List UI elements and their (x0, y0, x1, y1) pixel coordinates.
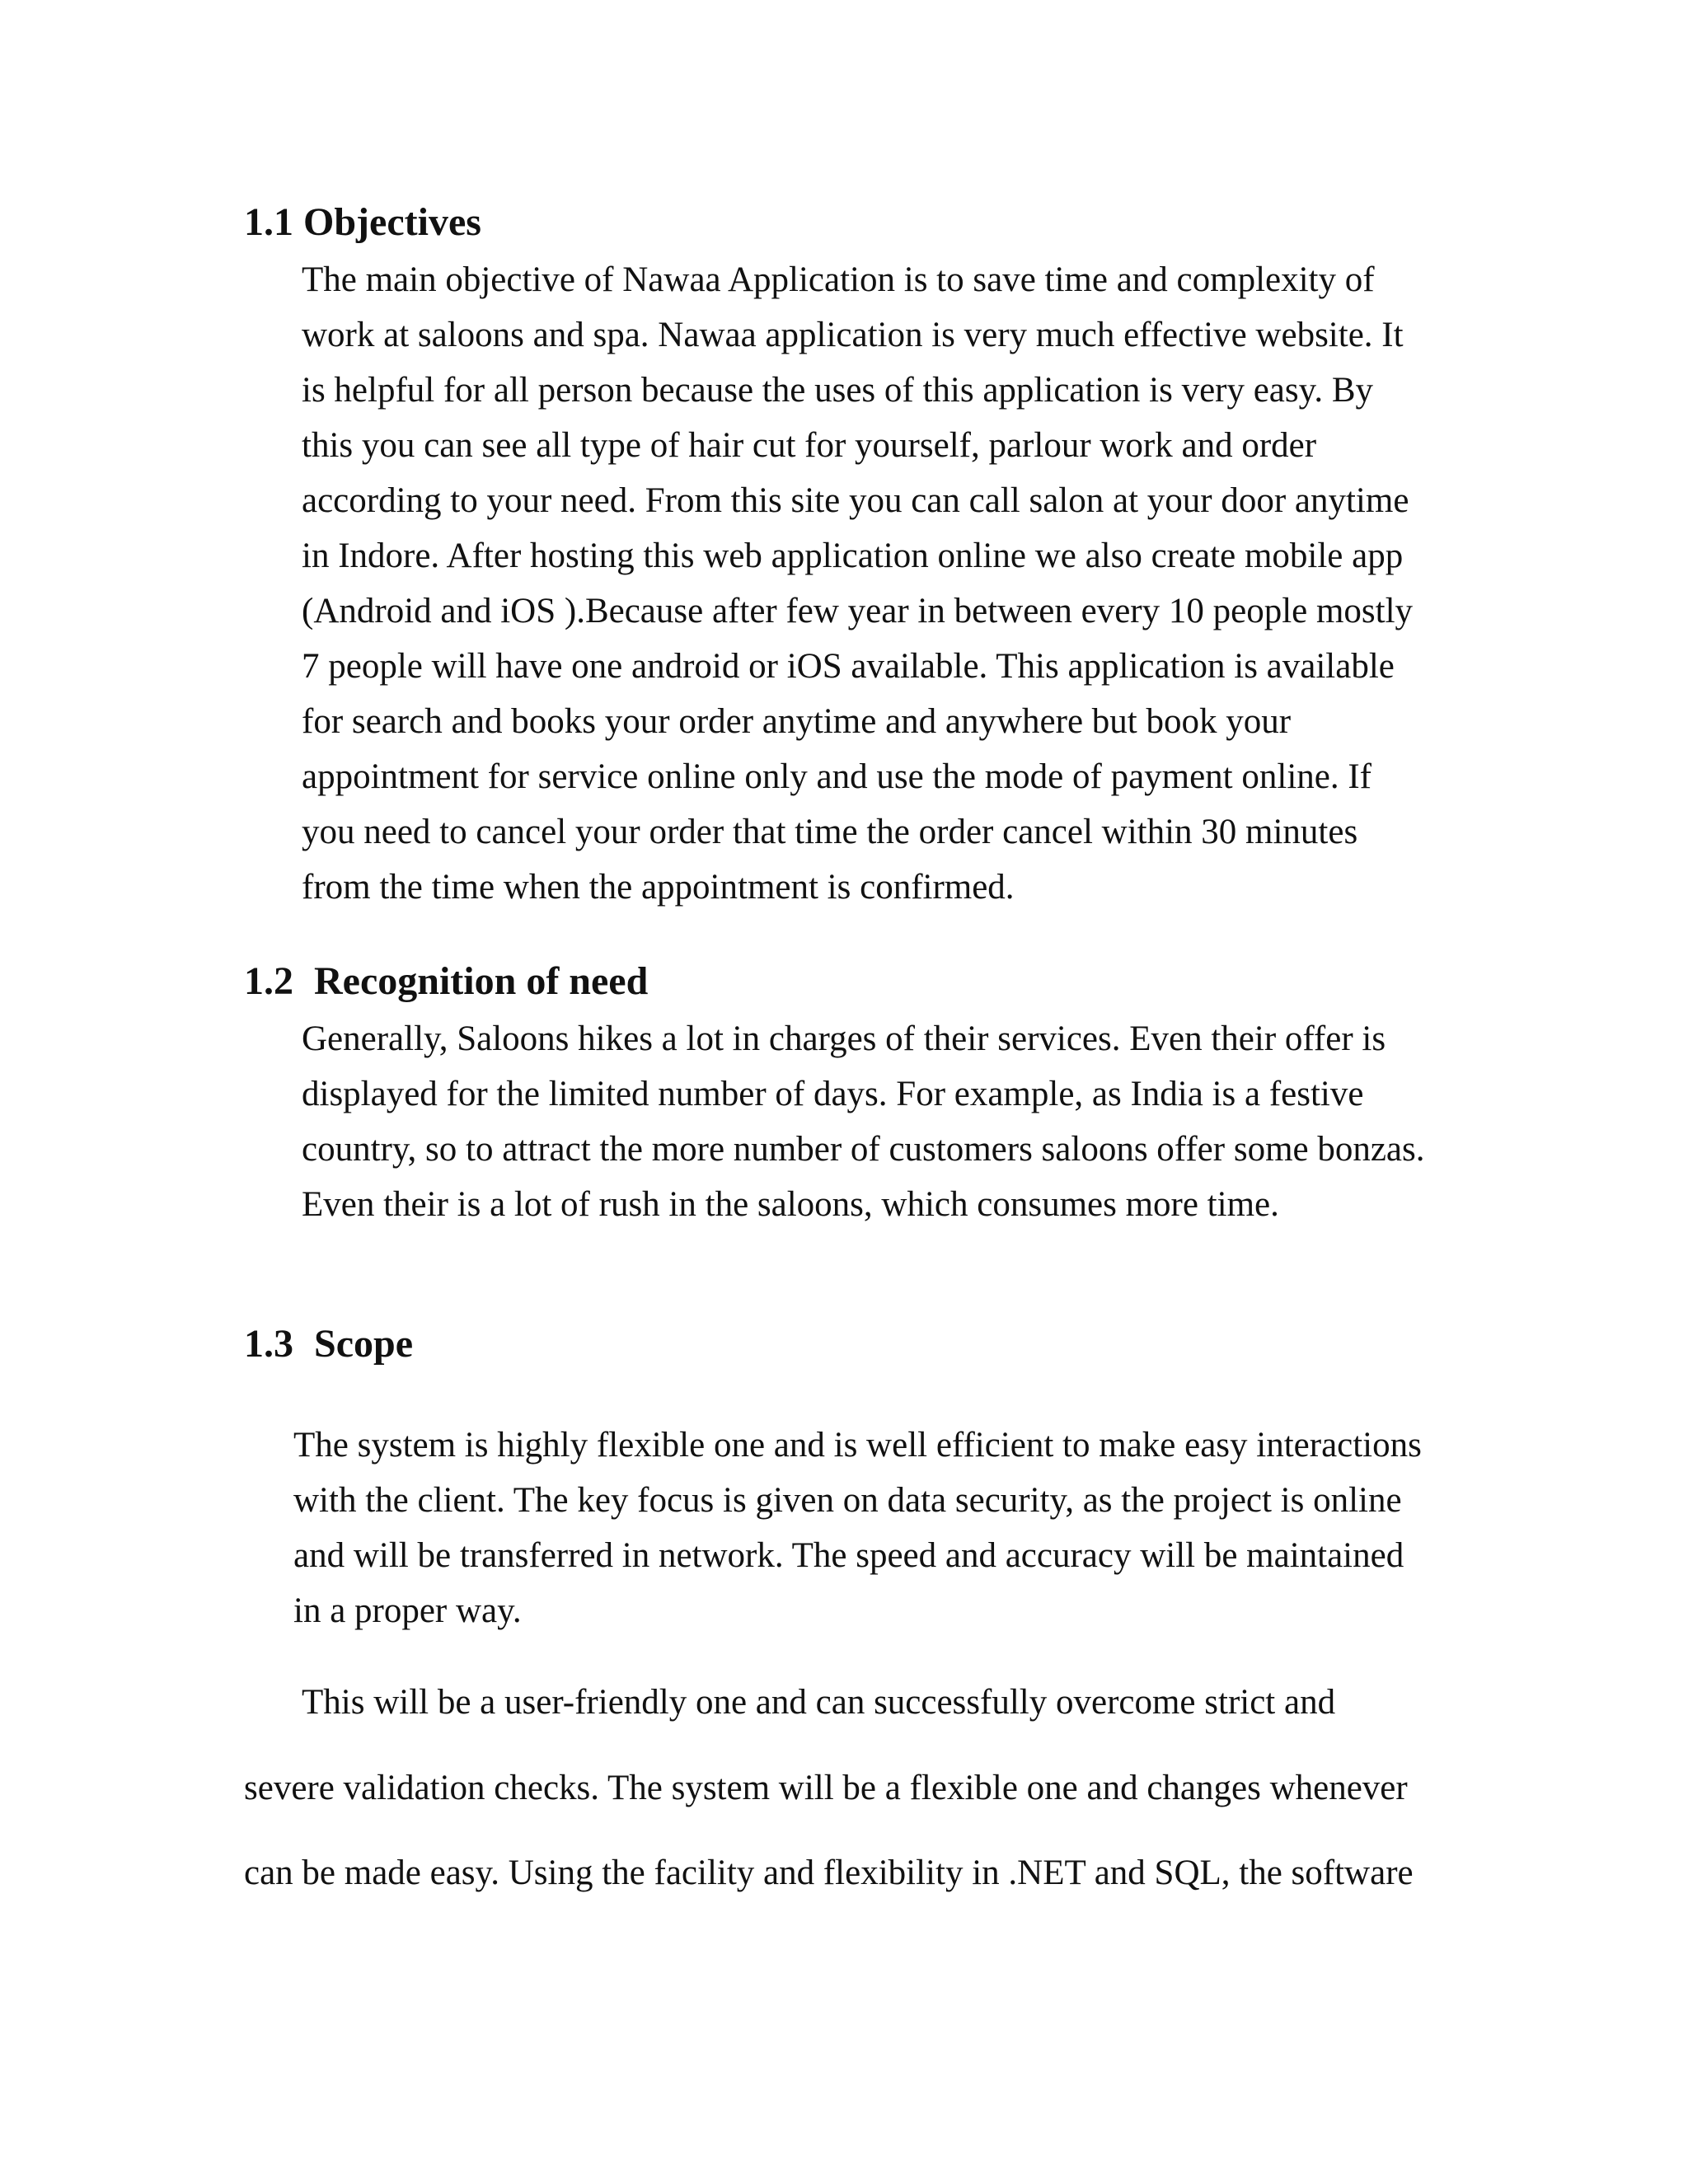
paragraph-line: with the client. The key focus is given on data security, as the project is online (293, 1481, 1402, 1520)
section-title: Objectives (303, 200, 481, 244)
section-number: 1.2 (244, 959, 293, 1003)
section-number: 1.1 (244, 200, 293, 244)
paragraph-line: appointment for service online only and use the mode of payment online. If (302, 757, 1372, 796)
paragraph-line: and will be transferred in network. The speed and accuracy will be maintained (293, 1536, 1404, 1575)
section-heading-recognition-of-need (244, 958, 648, 1005)
paragraph-line: 7 people will have one android or iOS available. This application is available (302, 647, 1395, 686)
paragraph-line: (Android and iOS ).Because after few year in between every 10 people mostly (302, 592, 1414, 630)
paragraph-line: The system is highly flexible one and is well efficient to make easy interactions (293, 1426, 1422, 1465)
section-heading-scope (244, 1321, 413, 1367)
paragraph-line: for search and books your order anytime and anywhere but book your (302, 702, 1292, 741)
paragraph-line: country, so to attract the more number of customers saloons offer some bonzas. (302, 1130, 1425, 1169)
paragraph-line: The main objective of Nawaa Application is to save time and complexity of (302, 260, 1375, 299)
section-heading-objectives (244, 199, 481, 246)
paragraph-line: is helpful for all person because the uses of this application is very easy. By (302, 371, 1374, 410)
paragraph-line: This will be a user-friendly one and can successfully overcome strict and (302, 1683, 1336, 1722)
paragraph-line: displayed for the limited number of days. For example, as India is a festive (302, 1075, 1364, 1113)
paragraph-line: Generally, Saloons hikes a lot in charges of their services. Even their offer is (302, 1019, 1386, 1058)
paragraph-line: from the time when the appointment is confirmed. (302, 868, 1015, 907)
paragraph-line: in a proper way. (293, 1591, 522, 1630)
section-title: Scope (314, 1322, 413, 1366)
section-title: Recognition of need (314, 959, 649, 1003)
paragraph-line: Even their is a lot of rush in the saloons, which consumes more time. (302, 1185, 1279, 1224)
paragraph-line: this you can see all type of hair cut for yourself, parlour work and order (302, 426, 1317, 465)
section-number: 1.3 (244, 1322, 293, 1366)
paragraph-line: can be made easy. Using the facility and flexibility in .NET and SQL, the software (244, 1854, 1414, 1892)
paragraph-line: you need to cancel your order that time the order cancel within 30 minutes (302, 813, 1358, 851)
paragraph-line: according to your need. From this site you can call salon at your door anytime (302, 481, 1409, 520)
paragraph-line: work at saloons and spa. Nawaa application is very much effective website. It (302, 316, 1404, 354)
paragraph-line: severe validation checks. The system will be a flexible one and changes whenever (244, 1769, 1408, 1807)
paragraph-line: in Indore. After hosting this web application online we also create mobile app (302, 537, 1404, 575)
